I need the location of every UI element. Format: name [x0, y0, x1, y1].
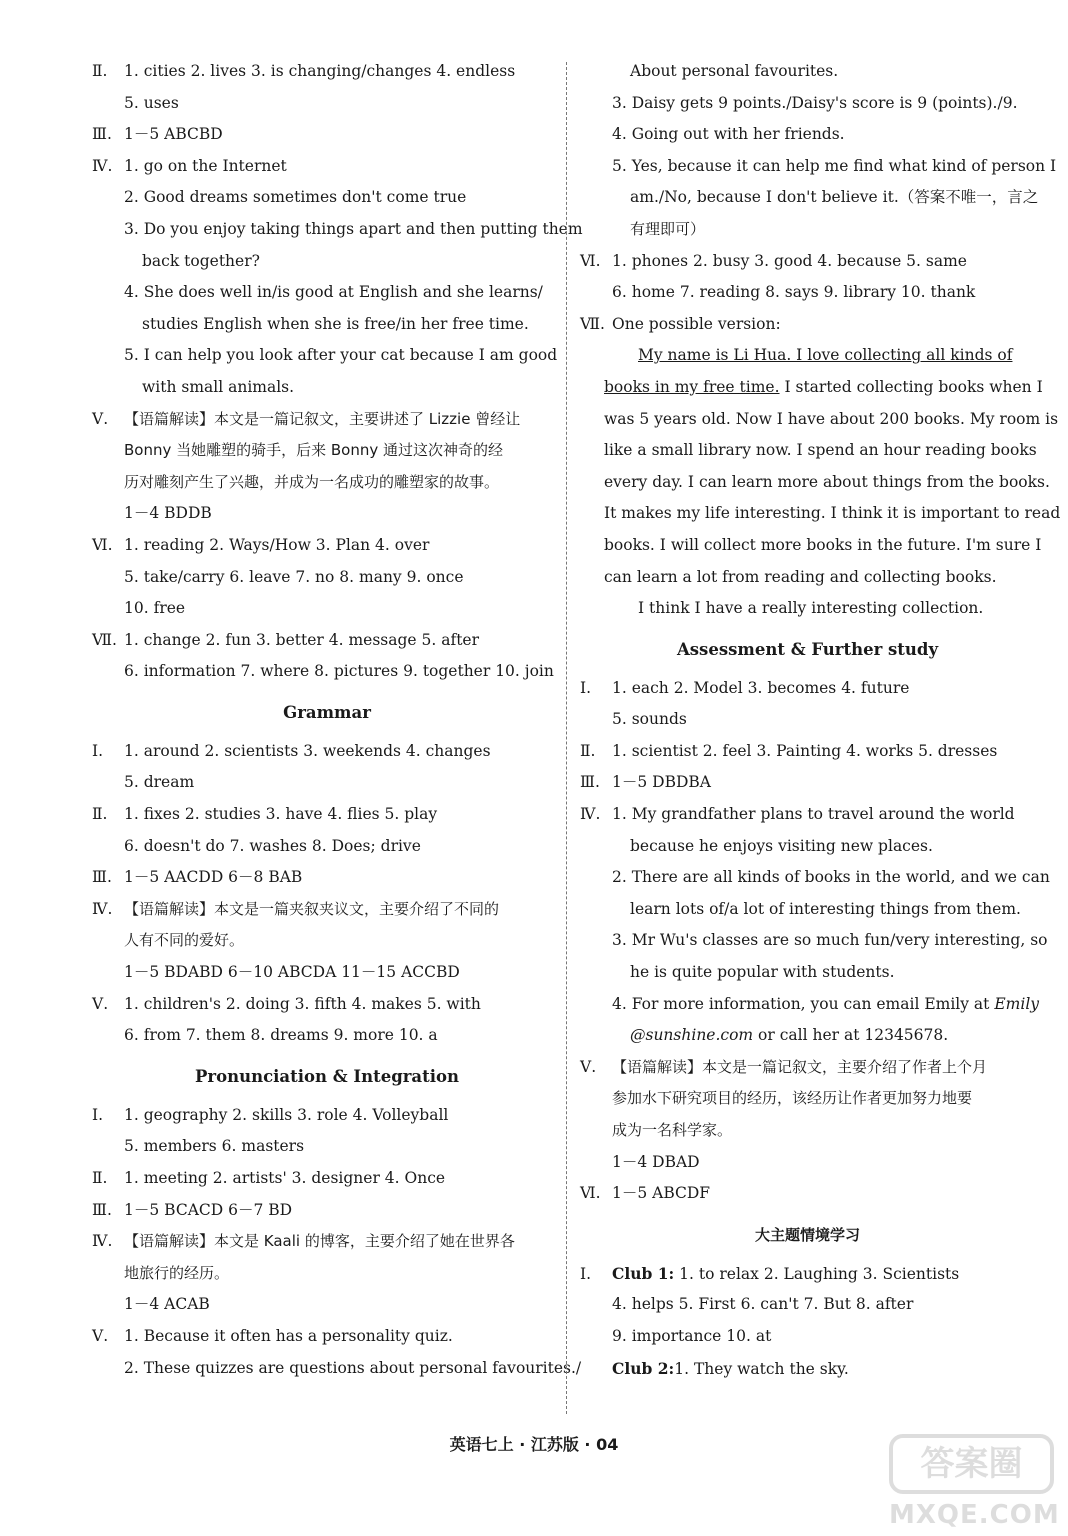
- answer-line: [580, 831, 1035, 863]
- answer-line: [580, 1289, 1035, 1321]
- answer-text: 10. free: [124, 599, 186, 618]
- answer-text: 1－5 AACDD 6－8 BAB: [124, 868, 303, 887]
- section-number: Ⅲ.: [580, 773, 600, 792]
- answer-text: 4. She does well in/is good at English and she learns/: [124, 283, 543, 302]
- answer-line: [92, 593, 562, 625]
- answer-line: [92, 435, 562, 467]
- answer-text: 有理即可）: [630, 219, 706, 238]
- section-number: Ⅵ.: [580, 1184, 601, 1203]
- left-column: [92, 56, 583, 1384]
- watermark-url: MXQE.COM: [889, 1500, 1060, 1530]
- answer-text: 1. go on the Internet: [124, 156, 287, 175]
- answer-text: 4. helps 5. First 6. can't 7. But 8. after: [612, 1295, 914, 1314]
- answer-text: back together?: [142, 251, 260, 270]
- answer-text: 5. take/carry 6. leave 7. no 8. many 9. once: [124, 567, 464, 586]
- answer-line: [580, 957, 1035, 989]
- answer-line: [92, 1163, 562, 1195]
- section-number: Ⅵ.: [92, 535, 113, 554]
- answer-line: [580, 88, 1035, 120]
- section-number: Ⅱ.: [580, 741, 596, 760]
- answer-line: [580, 1115, 1035, 1147]
- answer-text: One possible version:: [612, 314, 781, 333]
- answer-line: [92, 277, 562, 309]
- answer-text: 1－4 BDDB: [124, 504, 212, 523]
- answer-line: [92, 182, 562, 214]
- section-number: Ⅰ.: [580, 1264, 592, 1283]
- watermark: [889, 1434, 1060, 1530]
- answer-line: [580, 894, 1035, 926]
- section-number: Ⅲ.: [92, 1200, 112, 1219]
- answer-line: [92, 340, 562, 372]
- answer-line: [92, 989, 562, 1021]
- answer-line: [92, 151, 562, 183]
- answer-text: 1－4 ACAB: [124, 1295, 210, 1314]
- answer-text: he is quite popular with students.: [630, 963, 895, 982]
- answer-line: [92, 404, 562, 436]
- answer-line: [580, 767, 1035, 799]
- answer-text: I think I have a really interesting collection.: [638, 599, 984, 618]
- answer-text: 5. I can help you look after your cat because I am good: [124, 346, 558, 365]
- answer-text-rest: I started collecting books when I: [779, 377, 1043, 396]
- answer-text: 1. each 2. Model 3. becomes 4. future: [612, 678, 910, 697]
- section-number: Ⅴ.: [92, 994, 109, 1013]
- section-heading: Pronunciation & Integration: [194, 1066, 460, 1086]
- answer-line: [580, 498, 1061, 530]
- answer-line: [92, 1226, 562, 1258]
- section-number: Ⅲ.: [92, 125, 112, 144]
- answer-text: 1－5 DBDBA: [612, 773, 711, 792]
- club-label: Club 1:: [612, 1263, 675, 1283]
- answer-line: [580, 214, 1035, 246]
- answer-line: [92, 799, 562, 831]
- answer-line: [580, 989, 1040, 1021]
- answer-line: [580, 1178, 1035, 1210]
- answer-text: 3. Mr Wu's classes are so much fun/very interesting, so: [612, 931, 1048, 950]
- answer-text: 1. Because it often has a personality quiz.: [124, 1326, 453, 1345]
- answer-line: [580, 246, 1035, 278]
- answer-line: [580, 435, 1035, 467]
- answer-text: 人有不同的爱好。: [124, 931, 245, 950]
- answer-text: 1. children's 2. doing 3. fifth 4. makes 5. with: [124, 994, 481, 1013]
- answer-line: [580, 1147, 1035, 1179]
- section-heading: Grammar: [283, 702, 371, 722]
- answer-text: can learn a lot from reading and collecting books.: [604, 567, 997, 586]
- answer-text: Bonny 当她雕塑的骑手，后来 Bonny 通过这次神奇的经: [124, 441, 504, 460]
- answer-line: [92, 246, 562, 278]
- answer-line: [580, 340, 1035, 372]
- answer-text: 1. cities 2. lives 3. is changing/changes 4. endless: [124, 62, 516, 80]
- answer-line: [580, 530, 1042, 562]
- answer-text: books in my free time.: [604, 377, 780, 396]
- answer-text-rest: or call her at 12345678.: [753, 1026, 949, 1045]
- answer-line: [92, 309, 562, 341]
- answer-text: 4. Going out with her friends.: [612, 125, 845, 144]
- answer-line: [92, 957, 562, 989]
- answer-line: [580, 1020, 1035, 1052]
- section-number: Ⅶ.: [92, 630, 117, 649]
- answer-text: 2. There are all kinds of books in the world, and we can: [612, 868, 1050, 887]
- answer-line: [580, 1052, 1035, 1084]
- answer-text: 地旅行的经历。: [124, 1263, 230, 1282]
- answer-text: 1. fixes 2. studies 3. have 4. flies 5. play: [124, 805, 438, 824]
- answer-line: [580, 704, 1035, 736]
- answer-text: 3. Daisy gets 9 points./Daisy's score is 9 (points)./9.: [612, 93, 1018, 112]
- section-number: Ⅲ.: [92, 868, 112, 887]
- answer-text: 6. home 7. reading 8. says 9. library 10. thank: [612, 283, 976, 302]
- answer-text: 1. scientist 2. feel 3. Painting 4. works 5. dresses: [612, 741, 998, 760]
- answer-line: [92, 894, 562, 926]
- answer-line: [92, 467, 562, 499]
- answer-line: [580, 277, 1035, 309]
- answer-line: [92, 562, 562, 594]
- answer-text: 成为一名科学家。: [612, 1121, 733, 1139]
- answer-text: every day. I can learn more about things from the books.: [604, 472, 1050, 491]
- answer-text: 5. dream: [124, 773, 195, 792]
- answer-text: am./No, because I don't believe it.（答案不唯一，言之: [630, 188, 1039, 207]
- answer-line: [92, 1353, 582, 1385]
- answer-text: was 5 years old. Now I have about 200 books. My room is: [604, 409, 1059, 428]
- section-number: Ⅴ.: [580, 1057, 597, 1076]
- answer-line: [580, 1258, 1035, 1290]
- answer-line: [92, 656, 562, 688]
- email-text: Emily: [994, 994, 1040, 1013]
- answer-text: because he enjoys visiting new places.: [630, 836, 933, 855]
- section-number: Ⅱ.: [92, 62, 108, 80]
- answer-text: 【语篇解读】本文是一篇记叙文，主要介绍了作者上个月: [612, 1057, 988, 1076]
- section-number: Ⅱ.: [92, 805, 108, 824]
- answer-text: studies English when she is free/in her free time.: [142, 314, 529, 333]
- answer-text: 4. For more information, you can email Emily at: [612, 994, 995, 1013]
- answer-text: 1. phones 2. busy 3. good 4. because 5. same: [612, 251, 967, 270]
- answer-line: [580, 309, 1035, 341]
- answer-text: 【语篇解读】本文是 Kaali 的博客，主要介绍了她在世界各: [124, 1232, 515, 1251]
- section-number: Ⅳ.: [92, 899, 113, 918]
- answer-text: 1－4 DBAD: [612, 1152, 700, 1171]
- answer-line: [92, 1131, 562, 1163]
- answer-line: [580, 593, 1035, 625]
- section-number: Ⅴ.: [92, 409, 109, 428]
- answer-line: [580, 1353, 1035, 1385]
- answer-line: [92, 1289, 562, 1321]
- answer-line: [92, 119, 562, 151]
- page-footer: 英语七上 · 江苏版 · 04: [449, 1435, 619, 1454]
- section-number: Ⅳ.: [580, 805, 601, 824]
- answer-line: [580, 404, 1059, 436]
- answer-text: like a small library now. I spend an hour reading books: [604, 441, 1037, 460]
- answer-line: [92, 1321, 562, 1353]
- answer-text: 6. from 7. them 8. dreams 9. more 10. a: [124, 1026, 438, 1045]
- answer-line: [92, 372, 562, 404]
- answer-line: [580, 151, 1057, 183]
- answer-text: 历对雕刻产生了兴趣，并成为一名成功的雕塑家的故事。: [124, 472, 500, 491]
- answer-line: [580, 467, 1050, 499]
- answer-text: 1. meeting 2. artists' 3. designer 4. Once: [124, 1169, 446, 1187]
- answer-line: [92, 1258, 562, 1290]
- section-number: Ⅰ.: [92, 741, 104, 760]
- answer-text: 【语篇解读】本文是一篇记叙文，主要讲述了 Lizzie 曾经让: [124, 409, 521, 428]
- answer-line: [580, 862, 1050, 894]
- answer-text: 9. importance 10. at: [612, 1326, 772, 1345]
- answer-text: 1. to relax 2. Laughing 3. Scientists: [674, 1264, 960, 1283]
- section-number: Ⅳ.: [92, 156, 113, 175]
- section-number: Ⅳ.: [92, 1232, 113, 1251]
- section-number: Ⅱ.: [92, 1169, 108, 1187]
- answer-text: 6. information 7. where 8. pictures 9. together 10. join: [124, 662, 554, 681]
- answer-text: It makes my life interesting. I think it is important to read: [604, 504, 1061, 523]
- section-heading: Assessment & Further study: [676, 639, 939, 659]
- answer-text: books. I will collect more books in the future. I'm sure I: [604, 535, 1042, 554]
- answer-text: 1. geography 2. skills 3. role 4. Volleyball: [124, 1105, 449, 1124]
- answer-text: 1－5 BCACD 6－7 BD: [124, 1200, 293, 1219]
- answer-line: [92, 1100, 562, 1132]
- section-number: Ⅶ.: [580, 314, 605, 333]
- answer-text: 1. My grandfather plans to travel around the world: [612, 805, 1015, 824]
- answer-line: [580, 562, 1035, 594]
- answer-text: 1. around 2. scientists 3. weekends 4. changes: [124, 741, 491, 760]
- answer-line: [580, 119, 1035, 151]
- answer-text: 6. doesn't do 7. washes 8. Does; drive: [124, 836, 421, 855]
- answer-line: [92, 88, 562, 120]
- answer-text: 1－5 BDABD 6－10 ABCDA 11－15 ACCBD: [124, 963, 460, 982]
- section-number: Ⅵ.: [580, 251, 601, 270]
- answer-line: [92, 736, 562, 768]
- answer-text: learn lots of/a lot of interesting things from them.: [630, 899, 1021, 918]
- answer-line: [580, 56, 1035, 88]
- answer-line: [92, 625, 562, 657]
- answer-line: [580, 1321, 1035, 1353]
- column-divider: [566, 62, 567, 1414]
- section-number: Ⅰ.: [580, 678, 592, 697]
- watermark-logo: 答案圈: [889, 1434, 1054, 1494]
- answer-text: 2. These quizzes are questions about personal favourites./: [124, 1358, 582, 1377]
- answer-line: [580, 736, 1035, 768]
- answer-line: [92, 831, 562, 863]
- right-column: [580, 56, 1061, 1384]
- answer-text: 1. They watch the sky.: [674, 1359, 849, 1378]
- answer-line: [580, 182, 1039, 214]
- answer-text: 3. Do you enjoy taking things apart and then putting them: [124, 219, 583, 238]
- answer-line: [580, 799, 1035, 831]
- section-heading: 大主题情境学习: [754, 1225, 860, 1244]
- answer-text: My name is Li Hua. I love collecting all kinds of: [638, 346, 1013, 365]
- answer-text: 1. reading 2. Ways/How 3. Plan 4. over: [124, 535, 430, 554]
- section-number: Ⅰ.: [92, 1105, 104, 1124]
- answer-text: About personal favourites.: [630, 62, 839, 80]
- answer-line: [92, 925, 562, 957]
- email-text: @sunshine.com: [630, 1026, 754, 1045]
- answer-text: 5. Yes, because it can help me find what kind of person I: [612, 156, 1057, 175]
- answer-line: [92, 1195, 562, 1227]
- answer-text: 5. sounds: [612, 710, 687, 729]
- answer-text: 1－5 ABCBD: [124, 125, 223, 144]
- answer-line: [580, 925, 1048, 957]
- answer-text: 1－5 ABCDF: [612, 1184, 711, 1203]
- section-number: Ⅴ.: [92, 1326, 109, 1345]
- answer-line: [92, 1020, 562, 1052]
- answer-text: with small animals.: [142, 377, 295, 396]
- answer-line: [92, 56, 562, 88]
- answer-text: 参加水下研究项目的经历，该经历让作者更加努力地要: [612, 1089, 973, 1108]
- club-label: Club 2:: [612, 1358, 675, 1378]
- answer-line: [92, 214, 583, 246]
- answer-text: 5. members 6. masters: [124, 1137, 305, 1156]
- answer-text: 2. Good dreams sometimes don't come true: [124, 188, 467, 207]
- answer-line: [92, 767, 562, 799]
- answer-line: [92, 530, 562, 562]
- answer-text: 1. change 2. fun 3. better 4. message 5. after: [124, 630, 480, 649]
- answer-line: [580, 1083, 1035, 1115]
- answer-line: [580, 372, 1043, 404]
- answer-line: [92, 862, 562, 894]
- answer-text: 【语篇解读】本文是一篇夹叙夹议文，主要介绍了不同的: [124, 899, 500, 918]
- answer-line: [580, 673, 1035, 705]
- answer-line: [92, 498, 562, 530]
- answer-text: 5. uses: [124, 93, 179, 112]
